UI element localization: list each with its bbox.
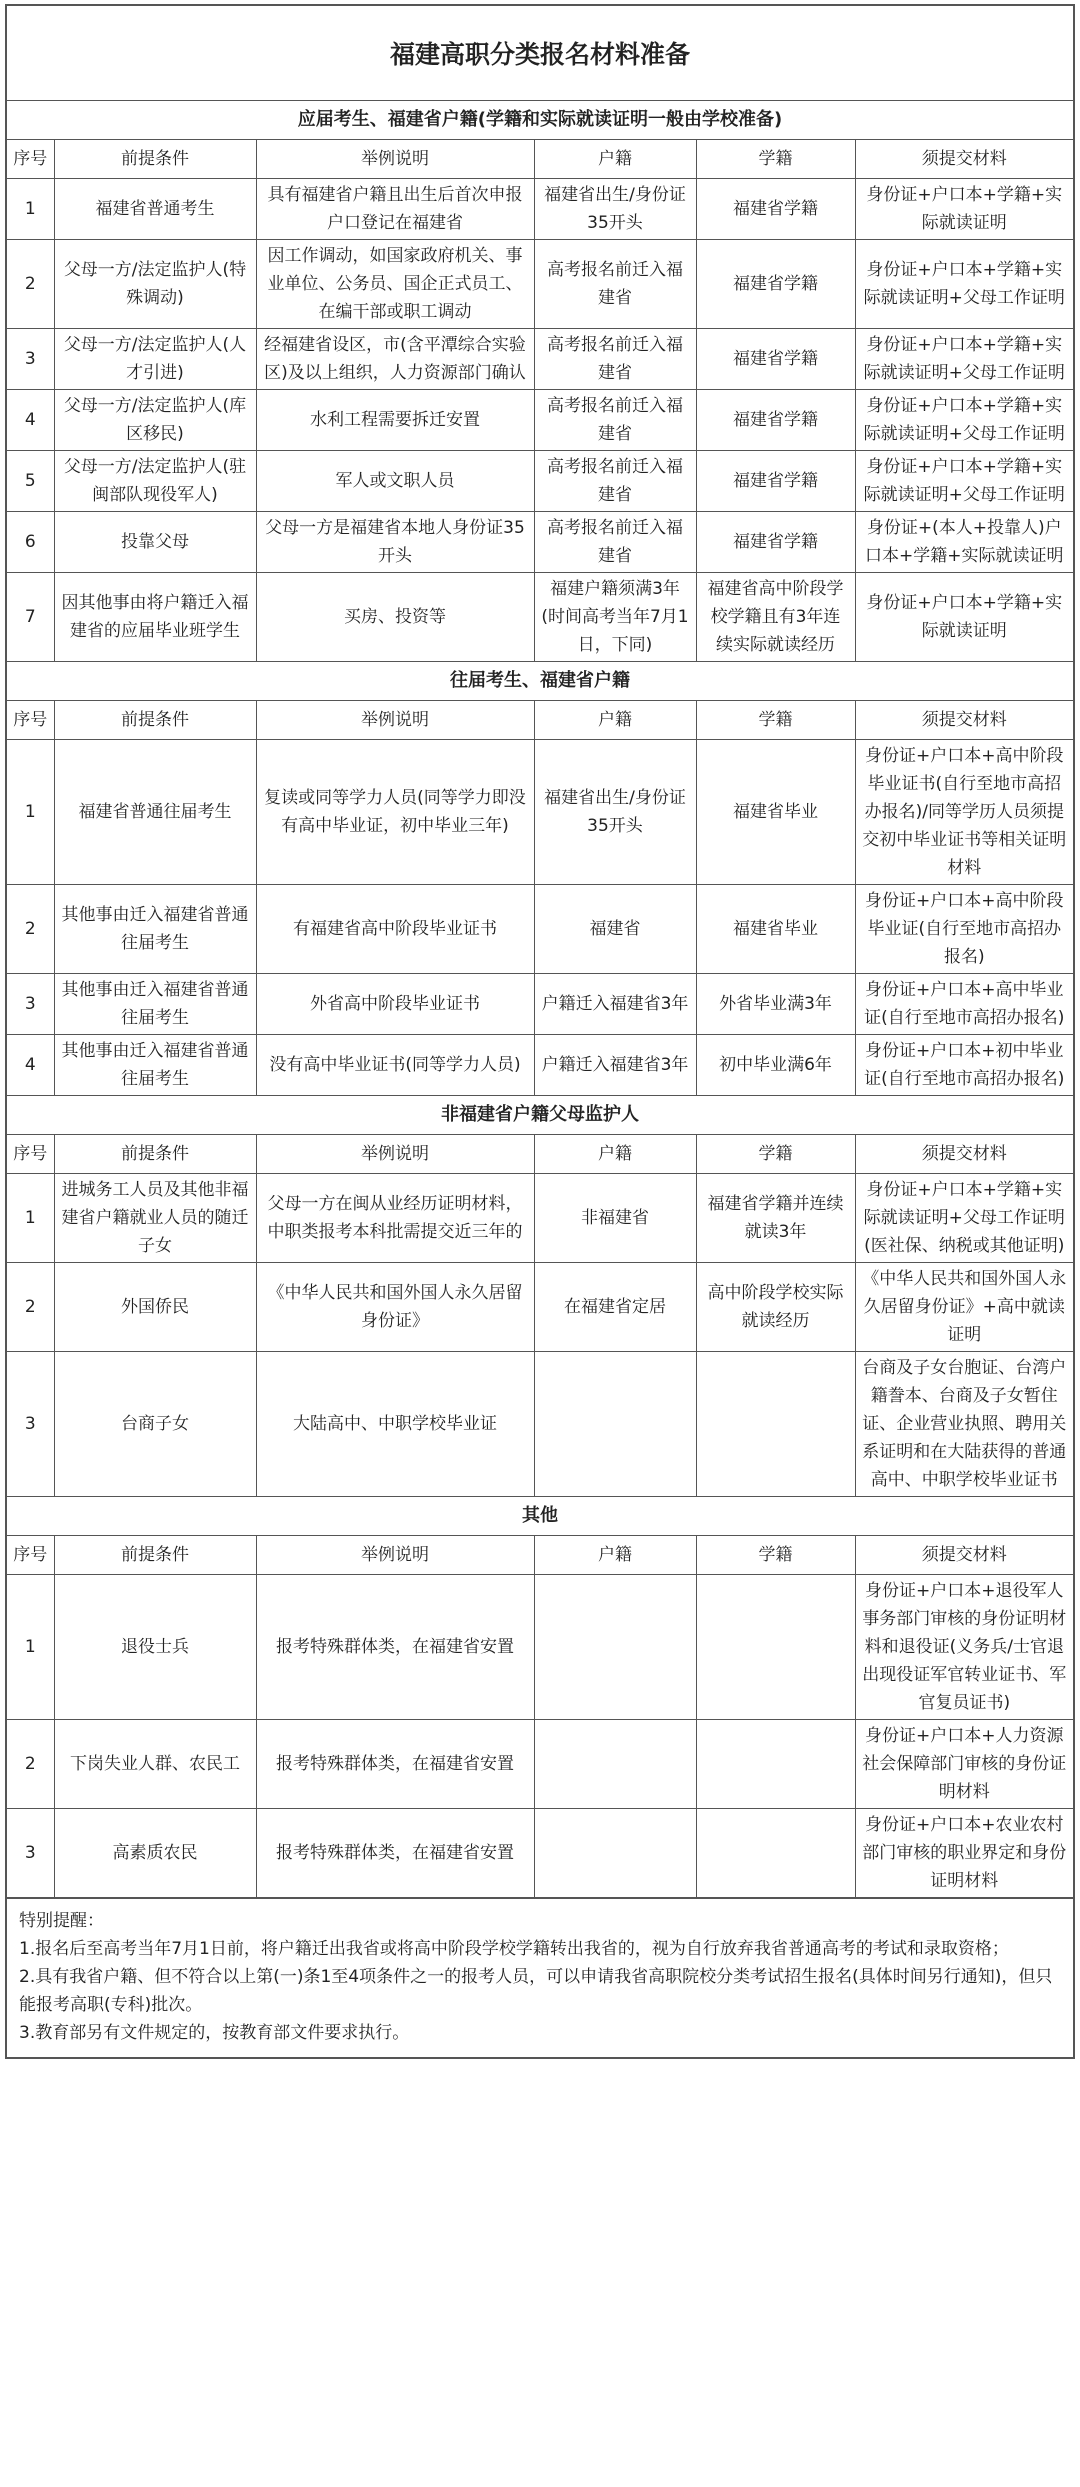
row-example: 具有福建省户籍且出生后首次申报户口登记在福建省 [256, 179, 534, 240]
row-example: 经福建省设区，市(含平潭综合实验区)及以上组织，人力资源部门确认 [256, 329, 534, 390]
table-row [7, 512, 1073, 573]
row-condition: 进城务工人员及其他非福建省户籍就业人员的随迁子女 [54, 1174, 256, 1263]
row-number: 3 [7, 974, 54, 1035]
row-xueji: 初中毕业满6年 [696, 1035, 855, 1096]
row-condition: 其他事由迁入福建省普通往届考生 [54, 1035, 256, 1096]
row-example: 因工作调动，如国家政府机关、事业单位、公务员、国企正式员工、在编干部或职工调动 [256, 240, 534, 329]
page-title: 福建高职分类报名材料准备 [7, 6, 1073, 101]
column-header: 举例说明 [256, 1536, 534, 1575]
table-row [7, 1575, 1073, 1720]
row-condition: 其他事由迁入福建省普通往届考生 [54, 974, 256, 1035]
row-materials: 身份证+户口本+学籍+实际就读证明+父母工作证明 [855, 451, 1073, 512]
table-row [7, 329, 1073, 390]
row-example: 报考特殊群体类，在福建省安置 [256, 1720, 534, 1809]
row-huji: 在福建省定居 [534, 1263, 696, 1352]
row-condition: 父母一方/法定监护人(驻闽部队现役军人) [54, 451, 256, 512]
column-header: 序号 [7, 1135, 54, 1174]
row-huji: 福建省 [534, 885, 696, 974]
column-header: 举例说明 [256, 1135, 534, 1174]
table-row [7, 179, 1073, 240]
column-header: 须提交材料 [855, 701, 1073, 740]
row-example: 复读或同等学力人员(同等学力即没有高中毕业证，初中毕业三年) [256, 740, 534, 885]
row-huji: 福建省出生/身份证35开头 [534, 740, 696, 885]
row-xueji [696, 1352, 855, 1497]
column-header: 前提条件 [54, 701, 256, 740]
table-row [7, 1263, 1073, 1352]
row-number: 1 [7, 1575, 54, 1720]
row-condition: 其他事由迁入福建省普通往届考生 [54, 885, 256, 974]
column-header: 举例说明 [256, 140, 534, 179]
column-header: 序号 [7, 701, 54, 740]
section-title: 非福建省户籍父母监护人 [7, 1096, 1073, 1135]
row-huji: 户籍迁入福建省3年 [534, 1035, 696, 1096]
row-xueji [696, 1575, 855, 1720]
row-xueji: 外省毕业满3年 [696, 974, 855, 1035]
row-example: 外省高中阶段毕业证书 [256, 974, 534, 1035]
row-number: 3 [7, 1809, 54, 1898]
row-materials: 身份证+户口本+学籍+实际就读证明 [855, 573, 1073, 662]
column-header: 学籍 [696, 1135, 855, 1174]
table-row [7, 1174, 1073, 1263]
row-xueji: 福建省学籍 [696, 451, 855, 512]
row-condition: 父母一方/法定监护人(库区移民) [54, 390, 256, 451]
row-materials: 身份证+户口本+高中阶段毕业证书(自行至地市高招办报名)/同等学历人员须提交初中毕业证书等相关证明材料 [855, 740, 1073, 885]
row-example: 大陆高中、中职学校毕业证 [256, 1352, 534, 1497]
row-condition: 下岗失业人群、农民工 [54, 1720, 256, 1809]
column-header-row [7, 1135, 1073, 1174]
row-huji: 户籍迁入福建省3年 [534, 974, 696, 1035]
row-xueji: 高中阶段学校实际就读经历 [696, 1263, 855, 1352]
table-row [7, 1809, 1073, 1898]
row-condition: 因其他事由将户籍迁入福建省的应届毕业班学生 [54, 573, 256, 662]
row-xueji: 福建省毕业 [696, 885, 855, 974]
row-huji [534, 1575, 696, 1720]
table-row [7, 740, 1073, 885]
row-materials: 身份证+户口本+学籍+实际就读证明+父母工作证明(医社保、纳税或其他证明) [855, 1174, 1073, 1263]
row-xueji [696, 1809, 855, 1898]
document [5, 4, 1075, 2059]
section-header [7, 662, 1073, 701]
row-condition: 福建省普通往届考生 [54, 740, 256, 885]
column-header: 户籍 [534, 1536, 696, 1575]
row-example: 没有高中毕业证书(同等学力人员) [256, 1035, 534, 1096]
row-condition: 外国侨民 [54, 1263, 256, 1352]
row-huji: 高考报名前迁入福建省 [534, 512, 696, 573]
table-row [7, 1352, 1073, 1497]
row-condition: 退役士兵 [54, 1575, 256, 1720]
section-title: 其他 [7, 1497, 1073, 1536]
row-number: 4 [7, 1035, 54, 1096]
column-header: 须提交材料 [855, 1135, 1073, 1174]
row-example: 父母一方在闽从业经历证明材料，中职类报考本科批需提交近三年的 [256, 1174, 534, 1263]
row-number: 5 [7, 451, 54, 512]
row-huji [534, 1809, 696, 1898]
column-header: 须提交材料 [855, 140, 1073, 179]
row-number: 1 [7, 1174, 54, 1263]
note-item: 3.教育部另有文件规定的，按教育部文件要求执行。 [19, 2023, 410, 2043]
row-materials: 身份证+户口本+退役军人事务部门审核的身份证明材料和退役证(义务兵/士官退出现役证军官转业证书、军官复员证书) [855, 1575, 1073, 1720]
row-materials: 身份证+户口本+农业农村部门审核的职业界定和身份证明材料 [855, 1809, 1073, 1898]
row-materials: 身份证+户口本+学籍+实际就读证明+父母工作证明 [855, 329, 1073, 390]
row-number: 4 [7, 390, 54, 451]
row-materials: 身份证+(本人+投靠人)户口本+学籍+实际就读证明 [855, 512, 1073, 573]
row-number: 7 [7, 573, 54, 662]
row-number: 1 [7, 179, 54, 240]
row-huji: 福建户籍须满3年(时间高考当年7月1日，下同) [534, 573, 696, 662]
special-notes [7, 1898, 1073, 2057]
column-header: 须提交材料 [855, 1536, 1073, 1575]
row-condition: 福建省普通考生 [54, 179, 256, 240]
row-number: 2 [7, 1720, 54, 1809]
column-header: 户籍 [534, 701, 696, 740]
row-xueji: 福建省毕业 [696, 740, 855, 885]
section-title: 往届考生、福建省户籍 [7, 662, 1073, 701]
row-number: 1 [7, 740, 54, 885]
row-materials: 身份证+户口本+人力资源社会保障部门审核的身份证明材料 [855, 1720, 1073, 1809]
column-header: 前提条件 [54, 140, 256, 179]
section-title: 应届考生、福建省户籍(学籍和实际就读证明一般由学校准备) [7, 101, 1073, 140]
row-condition: 投靠父母 [54, 512, 256, 573]
row-xueji: 福建省学籍 [696, 329, 855, 390]
row-condition: 台商子女 [54, 1352, 256, 1497]
column-header-row [7, 701, 1073, 740]
row-materials: 身份证+户口本+初中毕业证(自行至地市高招办报名) [855, 1035, 1073, 1096]
row-huji: 高考报名前迁入福建省 [534, 329, 696, 390]
row-example: 水利工程需要拆迁安置 [256, 390, 534, 451]
table-row [7, 390, 1073, 451]
column-header: 学籍 [696, 140, 855, 179]
column-header: 序号 [7, 140, 54, 179]
column-header: 学籍 [696, 701, 855, 740]
table-row [7, 1035, 1073, 1096]
row-number: 2 [7, 885, 54, 974]
row-example: 买房、投资等 [256, 573, 534, 662]
row-xueji: 福建省学籍 [696, 512, 855, 573]
column-header: 户籍 [534, 140, 696, 179]
table-row [7, 573, 1073, 662]
table-row [7, 974, 1073, 1035]
section-header [7, 1096, 1073, 1135]
row-number: 2 [7, 240, 54, 329]
row-xueji: 福建省学籍 [696, 240, 855, 329]
row-condition: 父母一方/法定监护人(特殊调动) [54, 240, 256, 329]
note-item: 1.报名后至高考当年7月1日前，将户籍迁出我省或将高中阶段学校学籍转出我省的，视为自行放弃我省普通高考的考试和录取资格； [19, 1939, 1009, 1959]
row-huji: 高考报名前迁入福建省 [534, 390, 696, 451]
row-materials: 身份证+户口本+学籍+实际就读证明+父母工作证明 [855, 390, 1073, 451]
table-row [7, 885, 1073, 974]
section-header [7, 101, 1073, 140]
row-example: 有福建省高中阶段毕业证书 [256, 885, 534, 974]
row-number: 6 [7, 512, 54, 573]
row-huji: 福建省出生/身份证35开头 [534, 179, 696, 240]
row-condition: 高素质农民 [54, 1809, 256, 1898]
row-materials: 身份证+户口本+学籍+实际就读证明+父母工作证明 [855, 240, 1073, 329]
table-row [7, 451, 1073, 512]
column-header: 前提条件 [54, 1135, 256, 1174]
row-xueji: 福建省学籍 [696, 179, 855, 240]
row-materials: 身份证+户口本+高中阶段毕业证(自行至地市高招办报名) [855, 885, 1073, 974]
notes-heading: 特别提醒： [19, 1911, 104, 1931]
row-xueji: 福建省学籍 [696, 390, 855, 451]
column-header: 举例说明 [256, 701, 534, 740]
row-xueji: 福建省学籍并连续就读3年 [696, 1174, 855, 1263]
table-row [7, 240, 1073, 329]
column-header-row [7, 140, 1073, 179]
row-example: 《中华人民共和国外国人永久居留身份证》 [256, 1263, 534, 1352]
row-xueji: 福建省高中阶段学校学籍且有3年连续实际就读经历 [696, 573, 855, 662]
row-condition: 父母一方/法定监护人(人才引进) [54, 329, 256, 390]
row-number: 3 [7, 1352, 54, 1497]
row-example: 报考特殊群体类，在福建省安置 [256, 1575, 534, 1720]
row-number: 3 [7, 329, 54, 390]
column-header: 户籍 [534, 1135, 696, 1174]
row-huji [534, 1352, 696, 1497]
row-materials: 身份证+户口本+高中毕业证(自行至地市高招办报名) [855, 974, 1073, 1035]
column-header: 前提条件 [54, 1536, 256, 1575]
row-example: 父母一方是福建省本地人身份证35开头 [256, 512, 534, 573]
column-header: 学籍 [696, 1536, 855, 1575]
row-example: 报考特殊群体类，在福建省安置 [256, 1809, 534, 1898]
row-number: 2 [7, 1263, 54, 1352]
note-item: 2.具有我省户籍、但不符合以上第(一)条1至4项条件之一的报考人员，可以申请我省高职院校分类考试招生报名(具体时间另行通知)，但只能报考高职(专科)批次。 [19, 1967, 1053, 2015]
section-header [7, 1497, 1073, 1536]
row-huji: 非福建省 [534, 1174, 696, 1263]
table-row [7, 1720, 1073, 1809]
row-xueji [696, 1720, 855, 1809]
row-materials: 台商及子女台胞证、台湾户籍誊本、台商及子女暂住证、企业营业执照、聘用关系证明和在大陆获得的普通高中、中职学校毕业证书 [855, 1352, 1073, 1497]
row-example: 军人或文职人员 [256, 451, 534, 512]
row-huji [534, 1720, 696, 1809]
column-header: 序号 [7, 1536, 54, 1575]
requirements-table [7, 101, 1073, 1898]
column-header-row [7, 1536, 1073, 1575]
row-materials: 《中华人民共和国外国人永久居留身份证》+高中就读证明 [855, 1263, 1073, 1352]
row-huji: 高考报名前迁入福建省 [534, 240, 696, 329]
row-huji: 高考报名前迁入福建省 [534, 451, 696, 512]
row-materials: 身份证+户口本+学籍+实际就读证明 [855, 179, 1073, 240]
